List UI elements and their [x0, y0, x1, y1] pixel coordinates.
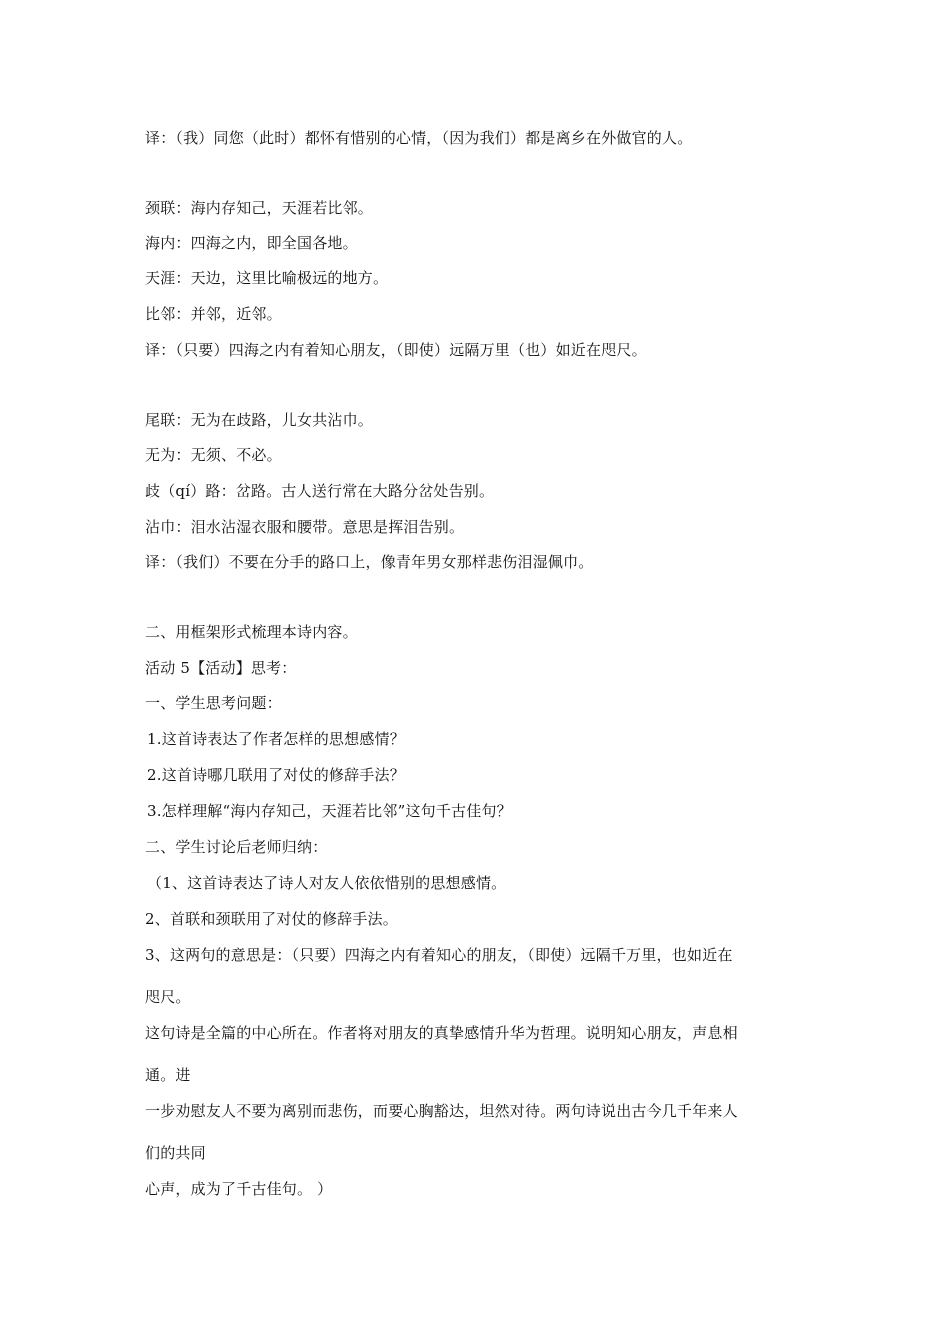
gloss-zhanjin: 沾巾：泪水沾湿衣服和腰带。意思是挥泪告别。	[145, 518, 465, 536]
gloss-tianya: 天涯：天边，这里比喻极远的地方。	[145, 269, 389, 287]
gloss-wuwei: 无为：无须、不必。	[145, 446, 282, 464]
answer-3-line-1: 3、这两句的意思是：（只要）四海之内有着知心的朋友，（即使）远隔千万里，也如近在	[145, 946, 733, 964]
answer-2: 2、首联和颈联用了对仗的修辞手法。	[145, 910, 398, 928]
explanation-line-1: 这句诗是全篇的中心所在。作者将对朋友的真挚感情升华为哲理。说明知心朋友，声息相	[145, 1024, 738, 1042]
explanation-line-5: 心声，成为了千古佳句。 ）	[145, 1180, 333, 1198]
explanation-line-2: 通。进	[145, 1066, 191, 1084]
answer-3-line-2: 咫尺。	[145, 988, 191, 1006]
gloss-bilin: 比邻：并邻，近邻。	[145, 305, 282, 323]
gloss-qilu: 歧（qí）路：岔路。古人送行常在大路分岔处告别。	[145, 482, 495, 500]
activity-heading: 活动 5【活动】思考：	[145, 659, 297, 677]
teacher-summary-heading: 二、学生讨论后老师归纳：	[145, 838, 328, 856]
couplet-tail-heading: 尾联：无为在歧路，儿女共沾巾。	[145, 411, 374, 429]
translation-line-1: 译：（我）同您（此时）都怀有惜别的心情，（因为我们）都是离乡在外做官的人。	[145, 129, 693, 147]
couplet-neck-heading: 颈联：海内存知己，天涯若比邻。	[145, 199, 374, 217]
explanation-line-4: 们的共同	[145, 1144, 206, 1162]
translation-line-3: 译：（我们）不要在分手的路口上，像青年男女那样悲伤泪湿佩巾。	[145, 553, 594, 571]
question-1: 1.这首诗表达了作者怎样的思想感情？	[147, 730, 405, 748]
question-2: 2.这首诗哪几联用了对仗的修辞手法？	[147, 766, 405, 784]
section-heading-framework: 二、用框架形式梳理本诗内容。	[145, 623, 358, 641]
student-questions-heading: 一、学生思考问题：	[145, 694, 282, 712]
explanation-line-3: 一步劝慰友人不要为离别而悲伤，而要心胸豁达，坦然对待。两句诗说出古今几千年来人	[145, 1102, 738, 1120]
gloss-hainei: 海内：四海之内，即全国各地。	[145, 234, 358, 252]
answer-1: （1、这首诗表达了诗人对友人依依惜别的思想感情。	[147, 874, 507, 892]
question-3: 3.怎样理解“海内存知己，天涯若比邻”这句千古佳句？	[147, 802, 512, 820]
translation-line-2: 译：（只要）四海之内有着知心朋友，（即使）远隔万里（也）如近在咫尺。	[145, 341, 647, 359]
